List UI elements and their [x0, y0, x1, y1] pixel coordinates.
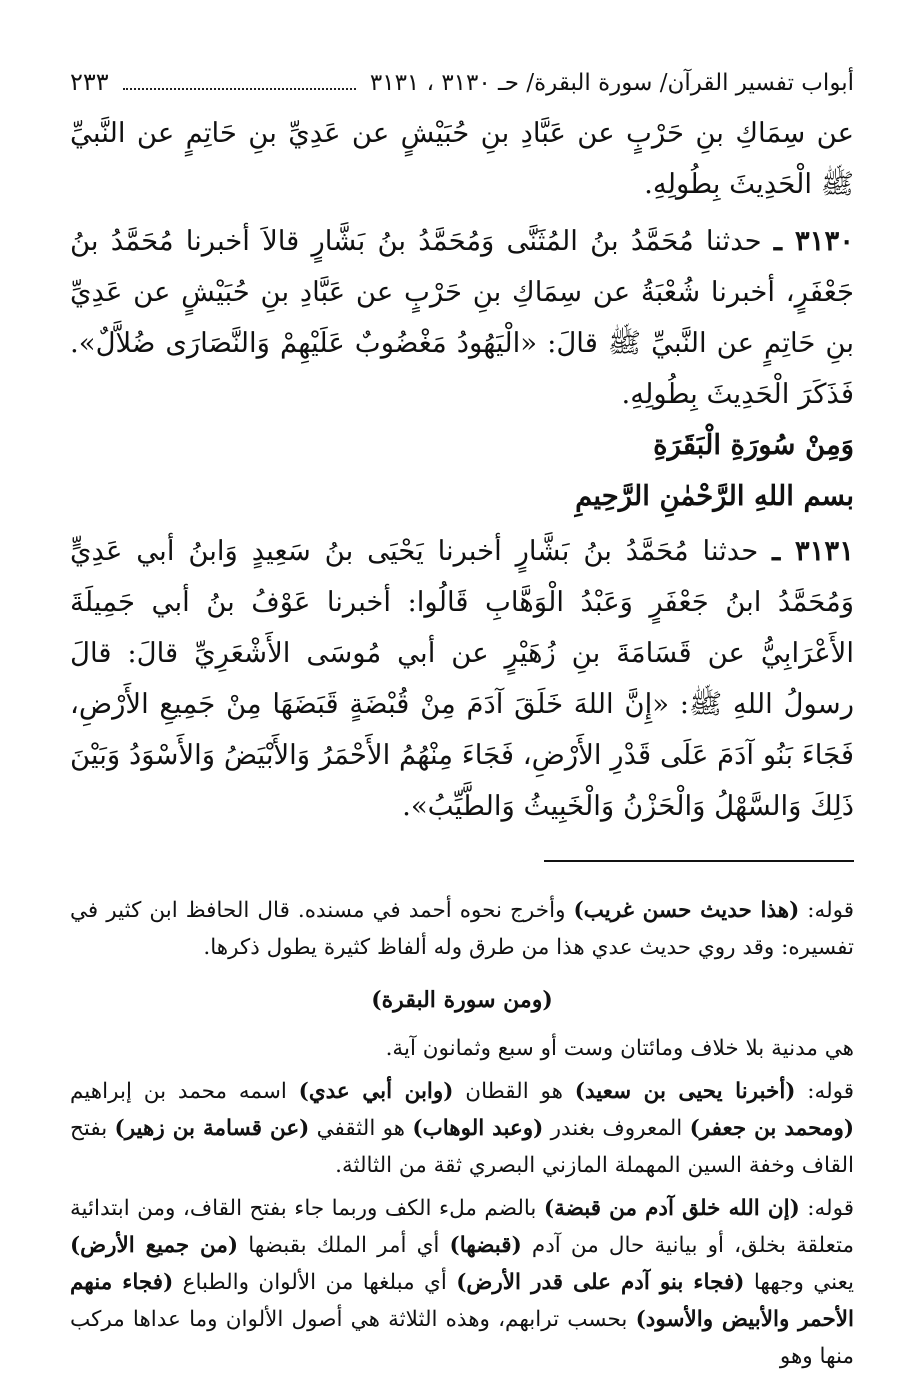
running-header [70, 68, 854, 108]
commentary-text: بالضم ملء الكف وربما جاء بفتح القاف، ومن ابتدائية متعلقة بخلق، أو بيانية حال من آدم [70, 1196, 854, 1258]
quoted-phrase: (أخبرنا يحيى بن سعيد) [574, 1079, 796, 1104]
hadith-3131 [70, 526, 854, 832]
commentary-text: هو الثقفي [309, 1116, 413, 1141]
hadith-body: حدثنا مُحَمَّدُ بنُ بَشَّارٍ أخبرنا يَحْيَى بنُ سَعِيدٍ وَابنُ أبي عَدِيٍّ وَمُحَمَّدُ ابنُ جَعْفَرٍ وَعَبْدُ الْوَهَّابِ قَالُوا: أخبرنا عَوْفُ بنُ أبي جَمِيلَةَ الأَعْرَابِيُّ عن قَسَامَةَ بنِ زُهَيْرٍ عن أبي مُوسَى الأَشْعَرِيِّ قالَ: قالَ رسولُ اللهِ ﷺ: «إِنَّ اللهَ خَلَقَ آدَمَ مِنْ قُبْضَةٍ قَبَضَهَا مِنْ جَمِيعِ الأَرْضِ، فَجَاءَ بَنُو آدَمَ عَلَى قَدْرِ الأَرْضِ، فَجَاءَ مِنْهُمُ الأَحْمَرُ وَالأَبْيَضُ وَالأَسْوَدُ وَبَيْنَ ذَلِكَ وَالسَّهْلُ وَالْحَزْنُ وَالْخَبِيثُ وَالطَّيِّبُ». [70, 535, 854, 822]
leader-dots [123, 88, 356, 90]
commentary-paragraph [70, 1073, 854, 1184]
commentary-text: يعني وجهها [744, 1270, 855, 1295]
commentary-text: وأخرج نحوه أحمد في مسنده. قال الحافظ ابن كثير في تفسيره: وقد روي حديث عدي هذا من طرق وله ألفاظ كثيرة يطول ذكرها. [70, 898, 854, 960]
commentary-text: أي مبلغها من الألوان والطباع [173, 1270, 457, 1295]
commentary-paragraph: هي مدنية بلا خلاف ومائتان وست أو سبع وثمانون آية. [385, 1036, 854, 1061]
quoted-phrase: (عن قسامة بن زهير) [114, 1116, 310, 1141]
footnote-divider [544, 860, 854, 862]
hadith-body: حدثنا مُحَمَّدُ بنُ المُثَنَّى وَمُحَمَّدُ بنُ بَشَّارٍ قالاَ أخبرنا مُحَمَّدُ بنُ جَعْفَرٍ، أخبرنا شُعْبَةُ عن سِمَاكِ بنِ حَرْبٍ عن عَبَّادِ بنِ حُبَيْشٍ عن عَدِيِّ بنِ حَاتِمٍ عن النَّبيِّ ﷺ قالَ: «الْيَهُودُ مَغْضُوبٌ عَلَيْهِمْ وَالنَّصَارَى ضُلاَّلٌ». فَذَكَرَ الْحَدِيثَ بِطُولِهِ. [70, 225, 854, 410]
continuation-paragraph: عن سِمَاكِ بنِ حَرْبٍ عن عَبَّادِ بنِ حُبَيْشٍ عن عَدِيِّ بنِ حَاتِمٍ عن النَّبيِّ ﷺ الْحَدِيثَ بِطُولِهِ. [70, 117, 854, 200]
quoted-phrase: (فجاء بنو آدم على قدر الأرض) [456, 1270, 745, 1295]
quoted-phrase: (فجاء منهم الأحمر والأبيض والأسود) [70, 1270, 854, 1332]
commentary-paragraph [70, 1190, 854, 1375]
surah-heading: وَمِنْ سُورَةِ الْبَقَرَةِ [653, 429, 854, 461]
quoted-phrase: (وابن أبي عدي) [298, 1079, 454, 1104]
page-number: ٢٣٣ [70, 68, 109, 96]
hadith-text [70, 108, 854, 832]
commentary-text: المعروف بغندر [543, 1116, 690, 1141]
quoted-phrase: (من جميع الأرض) [70, 1233, 239, 1258]
hadith-number: ٣١٣١ ـ [772, 535, 854, 567]
commentary-lead: قوله: [799, 1196, 854, 1221]
hadith-3130 [70, 216, 854, 420]
quoted-phrase: (قبضها) [449, 1233, 522, 1258]
section-heading: (ومن سورة البقرة) [371, 987, 553, 1013]
quoted-phrase: (وعبد الوهاب) [412, 1116, 544, 1141]
quoted-phrase: (إن الله خلق آدم من قبضة) [543, 1196, 800, 1221]
commentary [70, 892, 854, 1375]
commentary-text: بحسب ترابهم، وهذه الثلاثة هي أصول الألوان وما عداها مركب منها وهو [70, 1307, 854, 1369]
hadith-number: ٣١٣٠ ـ [773, 225, 854, 257]
commentary-lead: قوله: [799, 898, 854, 923]
quoted-phrase: (هذا حديث حسن غريب) [573, 898, 800, 923]
commentary-lead: قوله: [795, 1079, 854, 1104]
commentary-text: أي أمر الملك بقبضها [238, 1233, 450, 1258]
commentary-text: بفتح القاف وخفة السين المهملة المازني البصري ثقة من الثالثة. [70, 1116, 854, 1178]
basmala: بسم اللهِ الرَّحْمٰنِ الرَّحِيمِ [575, 480, 854, 512]
commentary-paragraph [70, 892, 854, 966]
running-title: أبواب تفسير القرآن/ سورة البقرة/ حـ ٣١٣٠ ، ٣١٣١ [369, 70, 854, 96]
quoted-phrase: (ومحمد بن جعفر) [689, 1116, 855, 1141]
commentary-text: اسمه محمد بن إبراهيم [70, 1079, 299, 1104]
commentary-text: هو القطان [453, 1079, 575, 1104]
